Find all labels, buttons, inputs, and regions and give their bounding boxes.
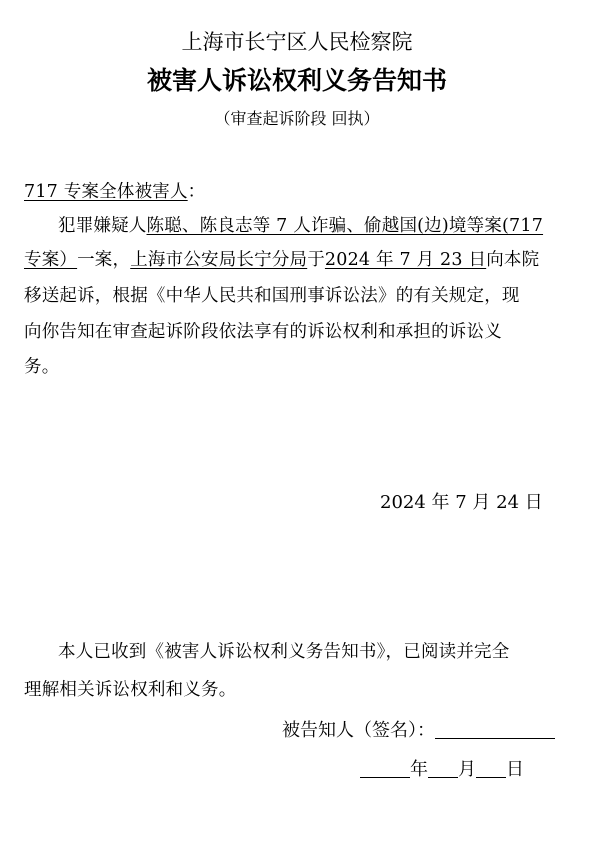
receipt-year-label: 年 (410, 759, 428, 780)
body-text: 向本院 (486, 250, 540, 270)
body-text: 于 (307, 250, 325, 270)
body-line-3: 移送起诉，根据《中华人民共和国刑事诉讼法》的有关规定，现 (24, 286, 520, 306)
body-line-2 (24, 248, 576, 272)
receipt-line-1: 本人已收到《被害人诉讼权利义务告知书》，已阅读并完全 (58, 642, 510, 662)
receipt-month-label: 月 (458, 759, 476, 780)
addressee-colon: ： (187, 182, 206, 202)
document-title: 被害人诉讼权利义务告知书 (146, 66, 447, 95)
receipt-line-2: 理解相关诉讼权利和义务。 (24, 680, 237, 700)
body-line-1 (58, 214, 594, 238)
receipt-day-label: 日 (506, 759, 524, 780)
body-line-4: 向你告知在审查起诉阶段依法享有的诉讼权利和承担的诉讼义 (24, 322, 502, 342)
transfer-date: 2024 年 7 月 23 日 (324, 250, 487, 270)
receipt-day-field[interactable] (476, 759, 506, 778)
receipt-date-row (360, 758, 524, 782)
signature-label: 被告知人（签名）： (282, 720, 435, 741)
body-text: 一案， (77, 250, 131, 270)
signature-row (282, 719, 555, 743)
case-name-tail: 专案） (24, 250, 78, 270)
body-line-5: 务。 (24, 357, 60, 377)
receipt-year-field[interactable] (360, 759, 410, 778)
addressee-line (24, 180, 576, 204)
organization-name: 上海市长宁区人民检察院 (181, 30, 413, 54)
issue-date: 2024 年 7 月 24 日 (380, 492, 543, 513)
document-subtitle: （审查起诉阶段 回执） (214, 109, 380, 128)
addressee-name: 717 专案全体被害人 (24, 182, 188, 202)
receipt-month-field[interactable] (428, 759, 458, 778)
suspect-names: 陈聪、陈良志等 7 人诈骗、偷越国(边)境等案(717 (146, 216, 544, 236)
signature-field[interactable] (435, 720, 555, 739)
transfer-agency: 上海市公安局长宁分局 (130, 250, 308, 270)
suspect-prefix: 犯罪嫌疑人 (58, 216, 147, 236)
